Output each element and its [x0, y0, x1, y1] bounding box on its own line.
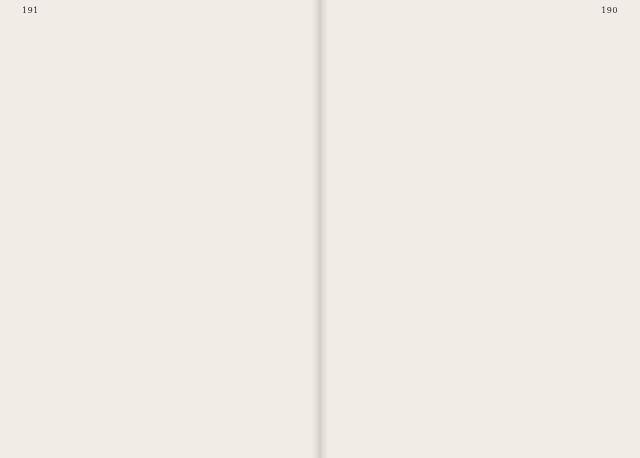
- left-lower-text-block: [14, 234, 302, 440]
- right-lower-text-block: [334, 234, 624, 440]
- right-upper-text-block: [334, 22, 624, 218]
- left-page-number: 191: [22, 6, 39, 15]
- left-page: [0, 0, 316, 458]
- right-page: [324, 0, 640, 458]
- left-upper-text-block: [14, 22, 302, 218]
- right-page-number: 190: [601, 6, 618, 15]
